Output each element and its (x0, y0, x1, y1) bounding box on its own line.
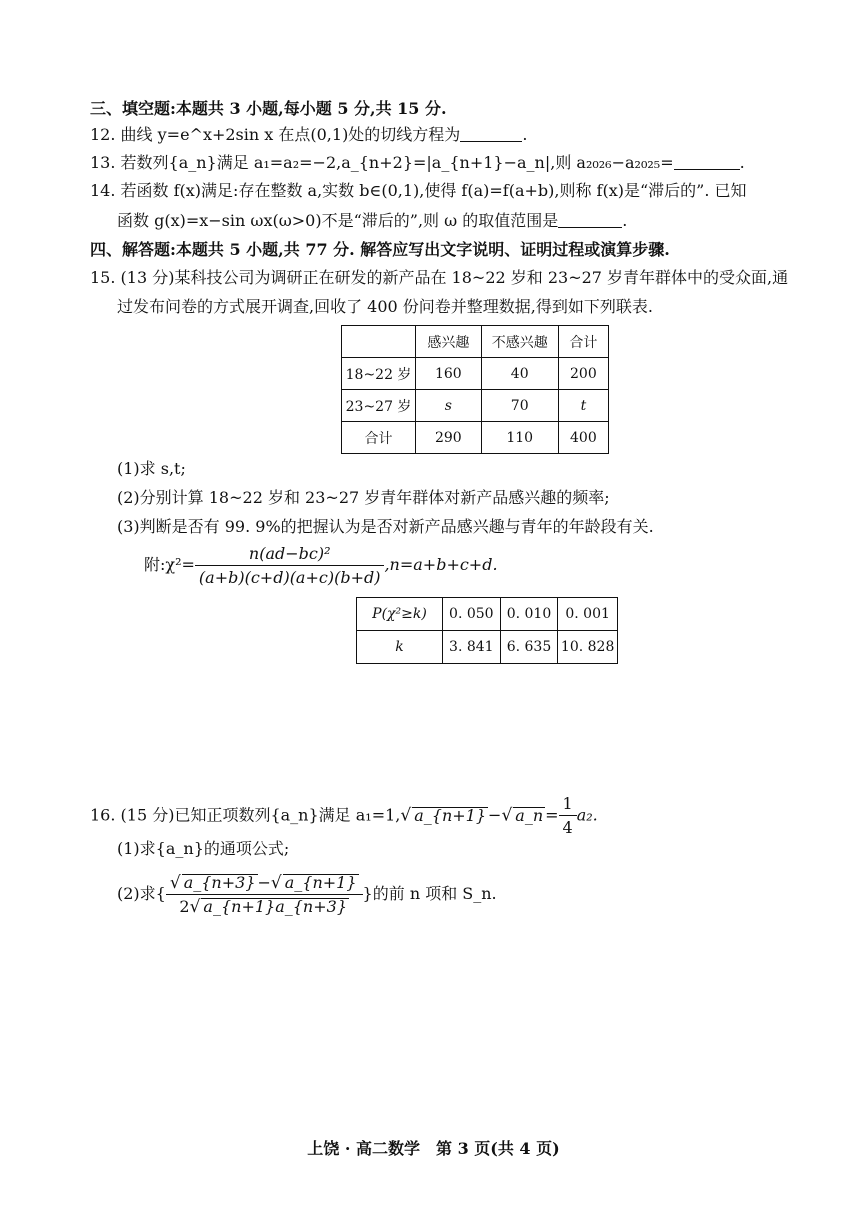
table-header: 不感兴趣 (481, 326, 558, 358)
answer-blank-12[interactable] (460, 125, 522, 142)
chi-square-formula: 附:χ²= $\frac{\text{n(ad−bc)²}}{(a+b)(c+d)(a+c)(b+d)}$ ,n=a+b+c+d. (144, 543, 498, 587)
question-15-part-1: (1)求 s,t; (117, 459, 186, 478)
table-cell: 23~27 岁 (342, 390, 416, 422)
question-15-part-2: (2)分别计算 18~22 岁和 23~27 岁青年群体对新产品感兴趣的频率; (117, 488, 610, 507)
page-footer: 上饶 · 高二数学 第 3 页(共 4 页) (307, 1139, 560, 1158)
question-14-line-2: 函数 g(x)=x−sin ωx(ω>0)不是“滞后的”,则 ω 的取值范围是 . (117, 211, 628, 230)
table-cell: 合计 (342, 422, 416, 454)
table-cell: 0. 001 (558, 598, 618, 631)
question-16-part-2: (2)求{ $\frac{√ a\_\{n+3\} -√ a\_\{n+1\}}{2√ a\_\{n+1\}a\_\{n+3\}}$ }的前 n 项和 S_n. (117, 872, 497, 917)
sqrt-term: a_{n+1} (414, 805, 487, 825)
table-cell: 0. 010 (500, 598, 558, 631)
sqrt-term: a_n (515, 805, 544, 825)
table-cell: 290 (416, 422, 482, 454)
question-12: 12. 曲线 y=e^x+2sin x 在点(0,1)处的切线方程为 . (90, 125, 528, 144)
table-cell: s (416, 390, 482, 422)
table-cell: t (558, 390, 608, 422)
answer-blank-14[interactable] (558, 211, 622, 228)
table-cell: P(χ²≥k) (357, 598, 443, 631)
table-cell: 160 (416, 358, 482, 390)
table-row (342, 390, 609, 422)
question-12-text: 12. 曲线 y=e^x+2sin x 在点(0,1)处的切线方程为 (90, 125, 461, 144)
question-15-part-3: (3)判断是否有 99. 9%的把握认为是否对新产品感兴趣与青年的年龄段有关. (117, 517, 654, 536)
table-cell: 110 (481, 422, 558, 454)
table-cell: 3. 841 (442, 631, 500, 664)
table-cell: 10. 828 (558, 631, 618, 664)
table-cell (342, 326, 416, 358)
fraction-one-quarter: $\frac{1}{4}$ (559, 794, 577, 838)
chi-square-fraction: $\frac{\text{n(ad−bc)²}}{(a+b)(c+d)(a+c)(b+d)}$ (195, 544, 385, 588)
table-row (357, 598, 618, 631)
question-14-line-1: 14. 若函数 f(x)满足:存在整数 a,实数 b∈(0,1),使得 f(a)=f(a+b),则称 f(x)是“滞后的”. 已知 (90, 181, 747, 200)
table-row (342, 358, 609, 390)
question-13: 13. 若数列{a_n}满足 a₁=a₂=−2,a_{n+2}=|a_{n+1}−a_n|,则 a₂₀₂₆−a₂₀₂₅= . (90, 153, 745, 172)
answer-blank-13[interactable] (674, 153, 740, 170)
table-cell: 40 (481, 358, 558, 390)
sequence-term-fraction: $\frac{√ a\_\{n+3\} -√ a\_\{n+1\}}{2√ a\_\{n+1\}a\_\{n+3\}}$ (166, 873, 363, 917)
table-cell: 400 (558, 422, 608, 454)
question-16-part-1: (1)求{a_n}的通项公式; (117, 839, 290, 858)
question-13-text: 13. 若数列{a_n}满足 a₁=a₂=−2,a_{n+2}=|a_{n+1}−a_n|,则 a₂₀₂₆−a₂₀₂₅= (90, 153, 674, 172)
question-15-line-2: 过发布问卷的方式展开调查,回收了 400 份问卷并整理数据,得到如下列联表. (117, 297, 653, 316)
question-15-line-1: 15. (13 分)某科技公司为调研正在研发的新产品在 18~22 岁和 23~27 岁青年群体中的受众面,通 (90, 268, 789, 287)
table-row (342, 326, 609, 358)
table-header: 感兴趣 (416, 326, 482, 358)
table-cell: 18~22 岁 (342, 358, 416, 390)
table-row (342, 422, 609, 454)
table-row (357, 631, 618, 664)
table-cell: k (357, 631, 443, 664)
section-answer-heading: 四、解答题:本题共 5 小题,共 77 分. 解答应写出文字说明、证明过程或演算步骤. (90, 240, 670, 259)
table-cell: 6. 635 (500, 631, 558, 664)
table-cell: 200 (558, 358, 608, 390)
table-header: 合计 (558, 326, 608, 358)
table-cell: 70 (481, 390, 558, 422)
question-16: 16. (15 分)已知正项数列{a_n}满足 a₁=1,√ a_{n+1} −√ a_n = $\frac{1}{4}$ a₂. (90, 794, 598, 837)
table-cell: 0. 050 (442, 598, 500, 631)
contingency-table (341, 325, 609, 454)
critical-value-table (356, 597, 618, 664)
section-fill-blank-heading: 三、填空题:本题共 3 小题,每小题 5 分,共 15 分. (90, 99, 447, 118)
